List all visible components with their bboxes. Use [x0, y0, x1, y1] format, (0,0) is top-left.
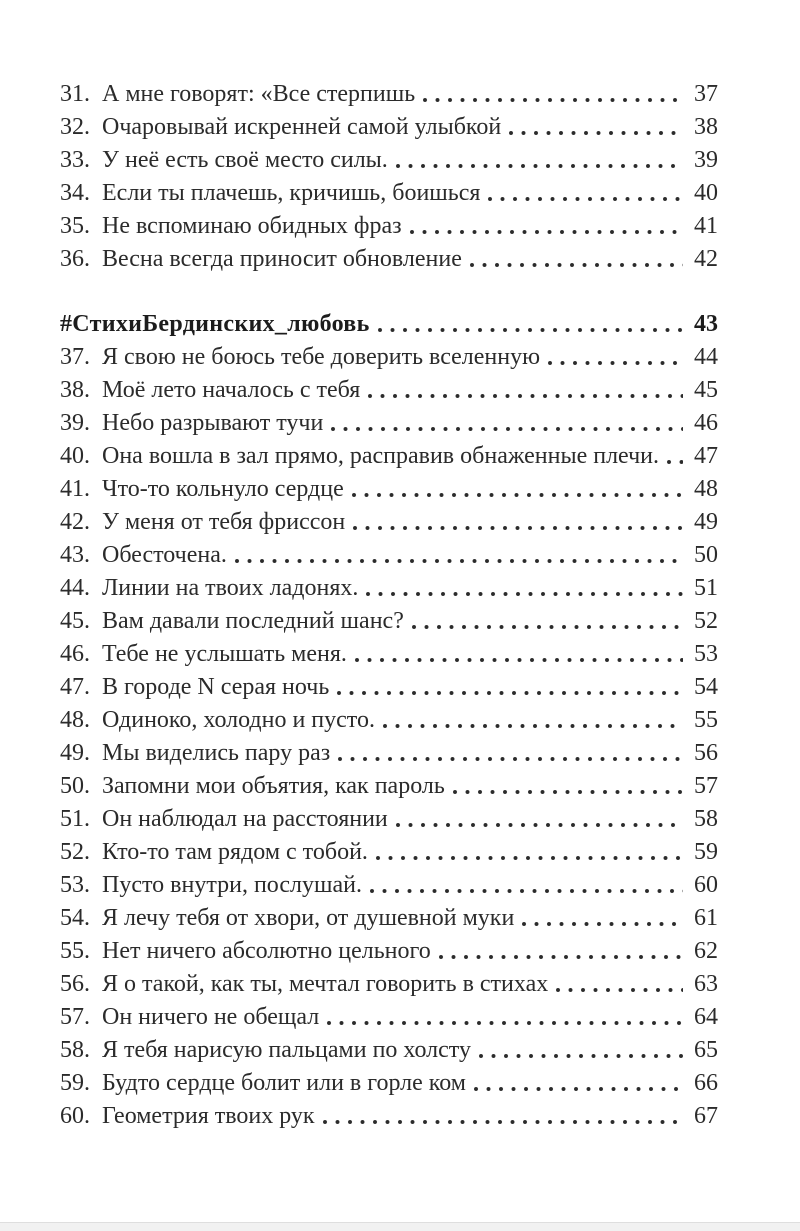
entry-number: 38.: [60, 377, 90, 403]
dot-leader: [352, 493, 683, 497]
dot-leader: [331, 427, 683, 431]
dot-leader: [378, 328, 683, 332]
entry-number: 36.: [60, 246, 90, 272]
toc-entry-row: [60, 968, 718, 1001]
entry-title: Что-то кольнуло сердце: [102, 476, 344, 502]
toc-entry-row: [60, 836, 718, 869]
toc-entry-row: [60, 506, 718, 539]
page-number: 38: [694, 114, 718, 140]
page-number: 61: [694, 905, 718, 931]
toc-section-row: [60, 308, 718, 341]
entry-title: Очаровывай искренней самой улыбкой: [102, 114, 502, 140]
entry-number: 33.: [60, 147, 90, 173]
entry-title: Моё лето началось с тебя: [102, 377, 361, 403]
entry-title: У неё есть своё место силы.: [102, 147, 388, 173]
page-number: 47: [694, 443, 718, 469]
page-number: 67: [694, 1103, 718, 1129]
entry-number: 54.: [60, 905, 90, 931]
toc-entry-row: [60, 374, 718, 407]
entry-title: Я тебя нарисую пальцами по холсту: [102, 1037, 471, 1063]
entry-number: 53.: [60, 872, 90, 898]
dot-leader: [556, 988, 683, 992]
page-number: 37: [694, 81, 718, 107]
dot-leader: [337, 691, 683, 695]
entry-title: Геометрия твоих рук: [102, 1103, 315, 1129]
entry-number: 49.: [60, 740, 90, 766]
page-number: 60: [694, 872, 718, 898]
toc-entry-row: [60, 1034, 718, 1067]
dot-leader: [470, 263, 683, 267]
toc-entry-row: [60, 144, 718, 177]
toc-entry-row: [60, 407, 718, 440]
page-number: 54: [694, 674, 718, 700]
page-number: 65: [694, 1037, 718, 1063]
toc-entry-row: [60, 473, 718, 506]
toc-entry-row: [60, 1067, 718, 1100]
entry-title: Линии на твоих ладонях.: [102, 575, 359, 601]
page-number: 57: [694, 773, 718, 799]
toc-entry-row: [60, 605, 718, 638]
entry-title: Кто-то там рядом с тобой.: [102, 839, 368, 865]
entry-title: Нет ничего абсолютно цельного: [102, 938, 431, 964]
entry-title: Мы виделись пару раз: [102, 740, 331, 766]
toc-entry-row: [60, 770, 718, 803]
dot-leader: [548, 361, 683, 365]
entry-title: Небо разрывают тучи: [102, 410, 324, 436]
dot-leader: [368, 394, 683, 398]
dot-leader: [366, 592, 683, 596]
toc-entry-row: [60, 638, 718, 671]
dot-leader: [376, 856, 683, 860]
dot-leader: [327, 1021, 683, 1025]
toc-entry-row: [60, 737, 718, 770]
entry-title: Тебе не услышать меня.: [102, 641, 347, 667]
toc-entry-row: [60, 243, 718, 276]
entry-number: 39.: [60, 410, 90, 436]
page-number: 42: [694, 246, 718, 272]
entry-title: А мне говорят: «Все стерпишь: [102, 81, 416, 107]
entry-title: Обесточена.: [102, 542, 227, 568]
entry-number: 41.: [60, 476, 90, 502]
bottom-edge-bar: [0, 1222, 800, 1231]
entry-title: Я лечу тебя от хвори, от душевной муки: [102, 905, 515, 931]
page-number: 63: [694, 971, 718, 997]
dot-leader: [235, 559, 683, 563]
dot-leader: [323, 1120, 683, 1124]
page-number: 52: [694, 608, 718, 634]
entry-title: Будто сердце болит или в горле ком: [102, 1070, 466, 1096]
dot-leader: [509, 131, 683, 135]
dot-leader: [410, 230, 683, 234]
entry-title: У меня от тебя фриссон: [102, 509, 346, 535]
entry-number: 55.: [60, 938, 90, 964]
dot-leader: [353, 526, 683, 530]
dot-leader: [474, 1087, 683, 1091]
toc-entry-row: [60, 1001, 718, 1034]
dot-leader: [383, 724, 683, 728]
toc-entry-row: [60, 671, 718, 704]
page-number: 66: [694, 1070, 718, 1096]
page-number: 45: [694, 377, 718, 403]
toc-entry-row: [60, 935, 718, 968]
entry-title: Одиноко, холодно и пусто.: [102, 707, 375, 733]
toc-entry-row: [60, 803, 718, 836]
page-number: 39: [694, 147, 718, 173]
toc-entry-row: [60, 177, 718, 210]
dot-leader: [396, 823, 683, 827]
toc-entry-row: [60, 210, 718, 243]
dot-leader: [338, 757, 683, 761]
entry-number: 50.: [60, 773, 90, 799]
entry-number: 32.: [60, 114, 90, 140]
toc-entry-row: [60, 572, 718, 605]
entry-number: 44.: [60, 575, 90, 601]
entry-number: 40.: [60, 443, 90, 469]
entry-title: Он наблюдал на расстоянии: [102, 806, 388, 832]
entry-number: 46.: [60, 641, 90, 667]
dot-leader: [423, 98, 683, 102]
page-number: 55: [694, 707, 718, 733]
page-number: 50: [694, 542, 718, 568]
page-number: 40: [694, 180, 718, 206]
entry-number: 59.: [60, 1070, 90, 1096]
page-number: 44: [694, 344, 718, 370]
entry-number: 31.: [60, 81, 90, 107]
entry-title: Я о такой, как ты, мечтал говорить в стихах: [102, 971, 549, 997]
entry-number: 47.: [60, 674, 90, 700]
dot-leader: [412, 625, 683, 629]
entry-number: 37.: [60, 344, 90, 370]
toc-entry-row: [60, 1100, 718, 1133]
page-number: 46: [694, 410, 718, 436]
page-number: 56: [694, 740, 718, 766]
dot-leader: [453, 790, 683, 794]
dot-leader: [667, 460, 683, 464]
entry-title: Весна всегда приносит обновление: [102, 246, 462, 272]
page-number: 43: [694, 311, 718, 337]
toc-entry-row: [60, 902, 718, 935]
page-number: 41: [694, 213, 718, 239]
dot-leader: [522, 922, 683, 926]
page-number: 62: [694, 938, 718, 964]
entry-title: Она вошла в зал прямо, расправив обнаженные плечи.: [102, 443, 660, 469]
entry-number: 42.: [60, 509, 90, 535]
entry-title: Не вспоминаю обидных фраз: [102, 213, 402, 239]
entry-number: 34.: [60, 180, 90, 206]
entry-number: 48.: [60, 707, 90, 733]
toc-entry-row: [60, 539, 718, 572]
entry-number: 51.: [60, 806, 90, 832]
entry-title: Вам давали последний шанс?: [102, 608, 404, 634]
page-number: 49: [694, 509, 718, 535]
entry-title: Если ты плачешь, кричишь, боишься: [102, 180, 481, 206]
toc-entry-row: [60, 341, 718, 374]
page-number: 58: [694, 806, 718, 832]
entry-number: 45.: [60, 608, 90, 634]
dot-leader: [355, 658, 683, 662]
entry-title: Я свою не боюсь тебе доверить вселенную: [102, 344, 541, 370]
page-number: 59: [694, 839, 718, 865]
toc-entry-row: [60, 111, 718, 144]
entry-number: 57.: [60, 1004, 90, 1030]
entry-title: Он ничего не обещал: [102, 1004, 320, 1030]
entry-title: В городе N серая ночь: [102, 674, 330, 700]
page-number: 48: [694, 476, 718, 502]
entry-number: 56.: [60, 971, 90, 997]
entry-number: 52.: [60, 839, 90, 865]
dot-leader: [439, 955, 683, 959]
entry-number: 60.: [60, 1103, 90, 1129]
entry-title: Пусто внутри, послушай.: [102, 872, 363, 898]
entry-number: 43.: [60, 542, 90, 568]
page-number: 64: [694, 1004, 718, 1030]
entry-title: Запомни мои объятия, как пароль: [102, 773, 445, 799]
toc-entry-row: [60, 78, 718, 111]
page-number: 51: [694, 575, 718, 601]
page-number: 53: [694, 641, 718, 667]
toc-entry-row: [60, 440, 718, 473]
entry-number: 58.: [60, 1037, 90, 1063]
dot-leader: [370, 889, 683, 893]
toc-entry-row: [60, 704, 718, 737]
toc-entry-row: [60, 869, 718, 902]
dot-leader: [396, 164, 683, 168]
section-title: #СтихиБердинских_любовь: [60, 311, 370, 337]
dot-leader: [488, 197, 683, 201]
entry-number: 35.: [60, 213, 90, 239]
dot-leader: [479, 1054, 683, 1058]
